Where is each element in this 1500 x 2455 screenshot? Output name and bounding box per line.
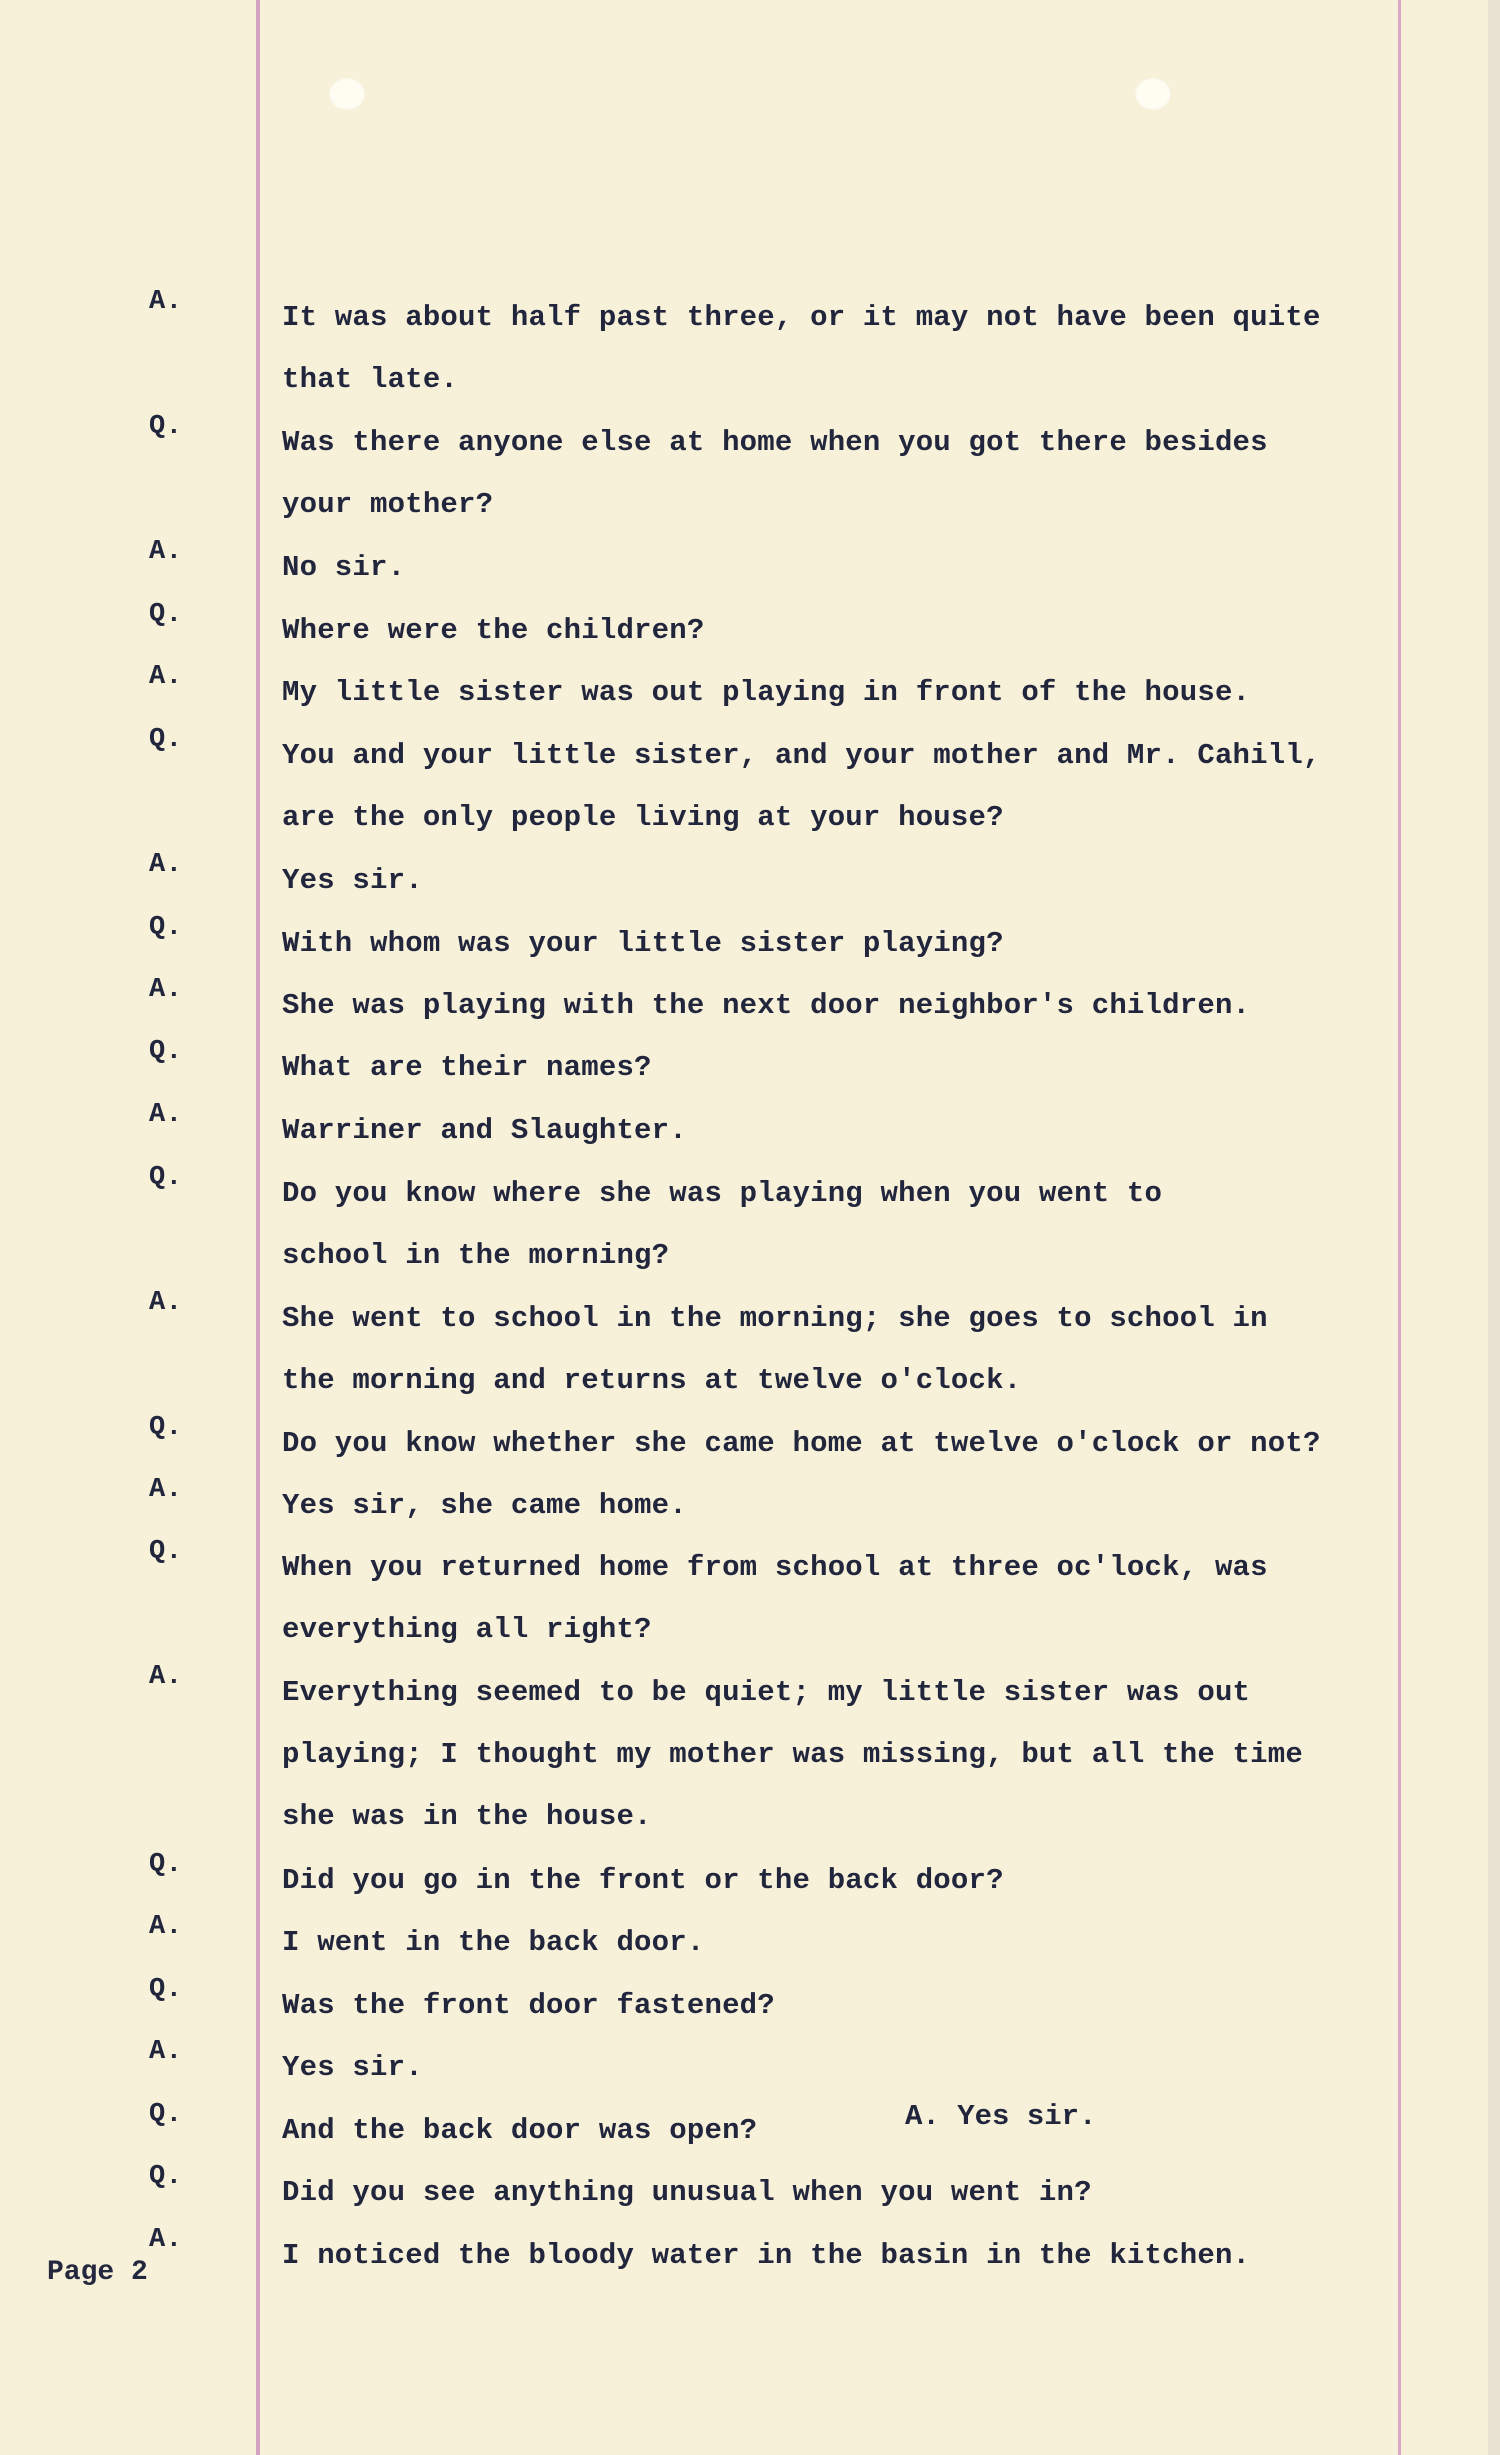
- entry-line: I noticed the bloody water in the basin in the kitchen.: [282, 2239, 1251, 2272]
- entry-line: Yes sir.: [282, 2051, 423, 2084]
- entry-line: playing; I thought my mother was missing, but all the time: [282, 1738, 1303, 1771]
- speaker-label: Q.: [149, 412, 183, 442]
- entry-line: your mother?: [282, 488, 494, 521]
- transcript-entry: [0, 1537, 1500, 1646]
- entry-line: My little sister was out playing in front of the house.: [282, 676, 1251, 709]
- speaker-label: A.: [149, 287, 183, 317]
- right-punch-hole: [1135, 78, 1171, 110]
- page-number: Page 2: [47, 2257, 148, 2288]
- entry-line: she was in the house.: [282, 1800, 652, 1833]
- entry-text: [282, 1975, 1407, 2037]
- entry-text: [282, 1912, 1407, 1974]
- entry-text: [282, 1475, 1407, 1537]
- speaker-label: A.: [149, 2037, 183, 2067]
- transcript-entry: [0, 725, 1500, 834]
- entry-text: [282, 1662, 1407, 1848]
- entry-text: [282, 537, 1407, 599]
- transcript-entry: [0, 1662, 1500, 1833]
- transcript-entry: [0, 2225, 1500, 2285]
- speaker-label: A.: [149, 1100, 183, 1130]
- speaker-label: A.: [149, 1912, 183, 1942]
- entry-text: [282, 1850, 1407, 1912]
- speaker-label: A.: [149, 1662, 183, 1692]
- transcript-entry: [0, 600, 1500, 660]
- transcript-entry: [0, 850, 1500, 910]
- entry-line: When you returned home from school at three oc'lock, was: [282, 1551, 1268, 1584]
- speaker-label: Q.: [149, 725, 183, 755]
- speaker-label: Q.: [149, 1413, 183, 1443]
- entry-line: You and your little sister, and your mother and Mr. Cahill,: [282, 739, 1321, 772]
- entry-text: [282, 1100, 1407, 1162]
- entry-text: [282, 1037, 1407, 1099]
- transcript-entry: [0, 1912, 1500, 1972]
- entry-line: It was about half past three, or it may not have been quite: [282, 301, 1321, 334]
- entry-text: [282, 600, 1407, 662]
- speaker-label: A.: [149, 1288, 183, 1318]
- speaker-label: Q.: [149, 600, 183, 630]
- entry-line: And the back door was open?: [282, 2114, 758, 2147]
- transcript-entry: [0, 1413, 1500, 1473]
- speaker-label: A.: [149, 1475, 183, 1505]
- entry-line: Where were the children?: [282, 614, 705, 647]
- entry-line: that late.: [282, 363, 459, 396]
- transcript-entry: [0, 1037, 1500, 1097]
- entry-line: Was the front door fastened?: [282, 1989, 775, 2022]
- entry-text: [282, 2100, 1407, 2162]
- speaker-label: Q.: [149, 1850, 183, 1880]
- entry-text: [282, 412, 1407, 536]
- transcript-entry: [0, 2037, 1500, 2097]
- speaker-label: Q.: [149, 2162, 183, 2192]
- entry-line: Do you know where she was playing when you went to: [282, 1177, 1163, 1210]
- speaker-label: Q.: [149, 1037, 183, 1067]
- transcript-entry: [0, 2162, 1500, 2222]
- entry-line: Did you go in the front or the back door?: [282, 1864, 1004, 1897]
- speaker-label: Q.: [149, 913, 183, 943]
- entry-text: [282, 975, 1407, 1037]
- transcript-entry: [0, 1163, 1500, 1272]
- entry-line: With whom was your little sister playing?: [282, 927, 1004, 960]
- entry-text: [282, 1537, 1407, 1661]
- transcript-entry: [0, 537, 1500, 597]
- transcript-entry: [0, 1475, 1500, 1535]
- entry-line: She went to school in the morning; she goes to school in: [282, 1302, 1268, 1335]
- entry-line: Was there anyone else at home when you got there besides: [282, 426, 1268, 459]
- speaker-label: Q.: [149, 1537, 183, 1567]
- speaker-label: A.: [149, 2225, 183, 2255]
- speaker-label: A.: [149, 537, 183, 567]
- entry-line: No sir.: [282, 551, 406, 584]
- entry-text: [282, 662, 1407, 724]
- transcript-entry: [0, 913, 1500, 973]
- speaker-label: Q.: [149, 1163, 183, 1193]
- entry-text: [282, 1163, 1407, 1287]
- entry-line: She was playing with the next door neighbor's children.: [282, 989, 1251, 1022]
- entry-text: [282, 2225, 1407, 2287]
- speaker-label: A.: [149, 975, 183, 1005]
- transcript-entry: [0, 1850, 1500, 1910]
- entry-line: What are their names?: [282, 1051, 652, 1084]
- speaker-label: Q.: [149, 2100, 183, 2130]
- left-punch-hole: [329, 78, 365, 110]
- transcript-entry: [0, 1100, 1500, 1160]
- transcript-entry: [0, 412, 1500, 521]
- speaker-label: Q.: [149, 1975, 183, 2005]
- entry-text: [282, 913, 1407, 975]
- entry-text: [282, 850, 1407, 912]
- entry-line: Did you see anything unusual when you went in?: [282, 2176, 1092, 2209]
- entry-line: school in the morning?: [282, 1239, 670, 1272]
- entry-line: Warriner and Slaughter.: [282, 1114, 687, 1147]
- transcript-entry: [0, 975, 1500, 1035]
- transcript-entry: [0, 662, 1500, 722]
- speaker-label: A.: [149, 662, 183, 692]
- speaker-label: A.: [149, 850, 183, 880]
- entry-line: Everything seemed to be quiet; my little sister was out: [282, 1676, 1251, 1709]
- entry-text: [282, 2037, 1407, 2099]
- entry-text: [282, 725, 1407, 849]
- entry-line: Yes sir, she came home.: [282, 1489, 687, 1522]
- entry-text: [282, 1288, 1407, 1412]
- entry-text: [282, 287, 1407, 411]
- transcript-entry: [0, 287, 1500, 396]
- entry-line: are the only people living at your house?: [282, 801, 1004, 834]
- entry-text: [282, 2162, 1407, 2224]
- transcript-entry: [0, 2100, 1500, 2160]
- entry-text: [282, 1413, 1407, 1475]
- entry-line: Do you know whether she came home at twelve o'clock or not?: [282, 1427, 1321, 1460]
- entry-line: everything all right?: [282, 1613, 652, 1646]
- entry-line: I went in the back door.: [282, 1926, 705, 1959]
- transcript-entry: [0, 1288, 1500, 1397]
- entry-line: Yes sir.: [282, 864, 423, 897]
- inline-answer: A. Yes sir.: [905, 2100, 1097, 2133]
- transcript-entry: [0, 1975, 1500, 2035]
- entry-line: the morning and returns at twelve o'clock.: [282, 1364, 1022, 1397]
